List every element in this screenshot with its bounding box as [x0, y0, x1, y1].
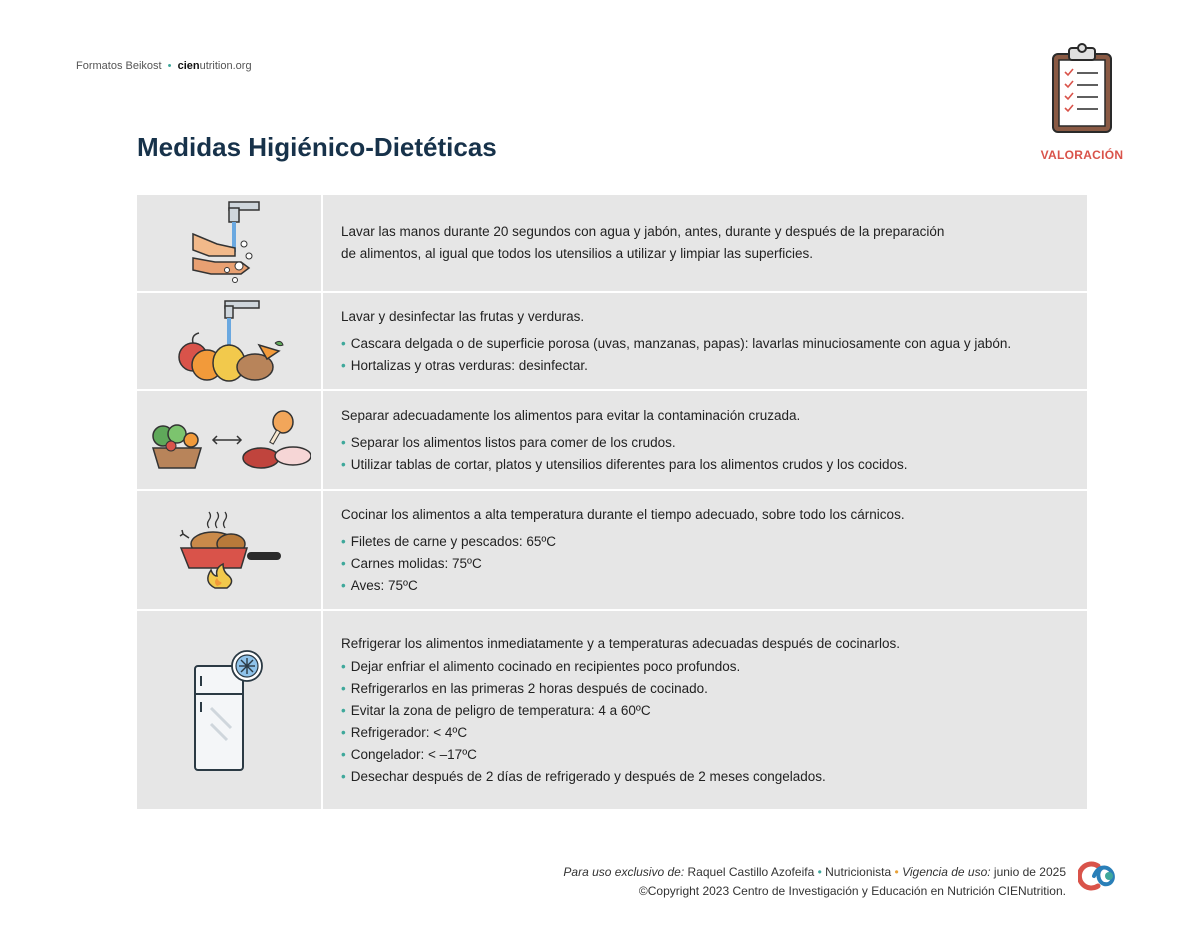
refrigerator-icon — [191, 648, 267, 772]
header-brand-bold: cien — [177, 60, 200, 72]
footer-exclusive-label: Para uso exclusivo de: — [563, 865, 685, 879]
table-row — [137, 491, 1087, 611]
washing-produce-icon — [171, 299, 287, 383]
list-item: • Hortalizas y otras verduras: desinfectar. — [341, 355, 1069, 377]
footer-user-name: Raquel Castillo Azofeifa — [687, 865, 815, 879]
row-text-cell — [323, 293, 1087, 389]
row-icon-cell — [137, 293, 323, 389]
list-item: • Separar los alimentos listos para comer de los crudos. — [341, 432, 1069, 454]
list-item: • Cascara delgada o de superficie porosa (uvas, manzanas, papas): lavarlas minuciosamente con agua y jabón. — [341, 333, 1069, 355]
row-icon-cell — [137, 195, 323, 291]
list-item: • Utilizar tablas de cortar, platos y utensilios diferentes para los alimentos crudos y los cocidos. — [341, 454, 1069, 476]
header-brand — [76, 60, 252, 72]
badge-label: VALORACIÓN — [1040, 148, 1124, 162]
list-item: • Dejar enfriar el alimento cocinado en recipientes poco profundos. — [341, 656, 1069, 678]
table-row — [137, 611, 1087, 809]
table-row — [137, 293, 1087, 391]
header-separator: • — [167, 60, 172, 72]
footer-copyright: ©Copyright 2023 Centro de Investigación y Educación en Nutrición CIENutrition. — [638, 884, 1066, 898]
footer — [563, 863, 1066, 901]
table-row — [137, 391, 1087, 491]
row-list — [341, 656, 1069, 788]
row-list — [341, 432, 1069, 476]
header-prefix: Formatos Beikost — [76, 60, 162, 72]
valoracion-badge — [1034, 42, 1130, 162]
row-lead: Separar adecuadamente los alimentos para evitar la contaminación cruzada. — [341, 407, 801, 423]
row-lead-continued: de alimentos, al igual que todos los utensilios a utilizar y limpiar las superficies. — [341, 246, 813, 261]
measures-table — [137, 195, 1087, 809]
list-item: • Carnes molidas: 75ºC — [341, 553, 1069, 575]
list-item: • Aves: 75ºC — [341, 575, 1069, 597]
list-item: • Refrigerador: < 4ºC — [341, 722, 1069, 744]
list-item: • Filetes de carne y pescados: 65ºC — [341, 531, 1069, 553]
separate-foods-icon — [147, 408, 311, 472]
page-title: Medidas Higiénico-Dietéticas — [137, 132, 497, 162]
row-icon-cell — [137, 391, 323, 489]
footer-validity-date: junio de 2025 — [993, 865, 1066, 879]
row-list — [341, 531, 1069, 597]
row-text-cell — [323, 195, 1087, 291]
row-lead: Refrigerar los alimentos inmediatamente y a temperaturas adecuadas después de cocinarlos. — [341, 635, 901, 651]
footer-user-role: Nutricionista — [825, 865, 892, 879]
row-icon-cell — [137, 491, 323, 609]
row-text-cell — [323, 611, 1087, 809]
hand-washing-icon — [189, 200, 269, 286]
list-item: • Congelador: < –17ºC — [341, 744, 1069, 766]
table-row — [137, 195, 1087, 293]
row-lead: Cocinar los alimentos a alta temperatura durante el tiempo adecuado, sobre todo los cárnicos. — [341, 506, 905, 522]
list-item: • Evitar la zona de peligro de temperatura: 4 a 60ºC — [341, 700, 1069, 722]
row-text-cell — [323, 491, 1087, 609]
clipboard-checklist-icon — [1050, 42, 1114, 134]
row-icon-cell — [137, 611, 323, 809]
row-list — [341, 333, 1069, 377]
list-item: • Refrigerarlos en las primeras 2 horas después de cocinado. — [341, 678, 1069, 700]
row-lead: Lavar y desinfectar las frutas y verduras. — [341, 308, 585, 324]
footer-validity-label: Vigencia de uso: — [902, 865, 991, 879]
footer-line-1 — [563, 863, 1066, 882]
footer-separator: • — [894, 865, 899, 879]
row-text-cell — [323, 391, 1087, 489]
footer-separator: • — [817, 865, 822, 879]
row-lead: Lavar las manos durante 20 segundos con agua y jabón, antes, durante y después de la preparación — [341, 224, 945, 239]
cienutrition-logo-icon — [1078, 858, 1122, 894]
list-item: • Desechar después de 2 días de refrigerado y después de 2 meses congelados. — [341, 766, 1069, 788]
header-brand-rest: utrition.org — [199, 60, 252, 72]
cooking-pan-icon — [175, 508, 283, 592]
